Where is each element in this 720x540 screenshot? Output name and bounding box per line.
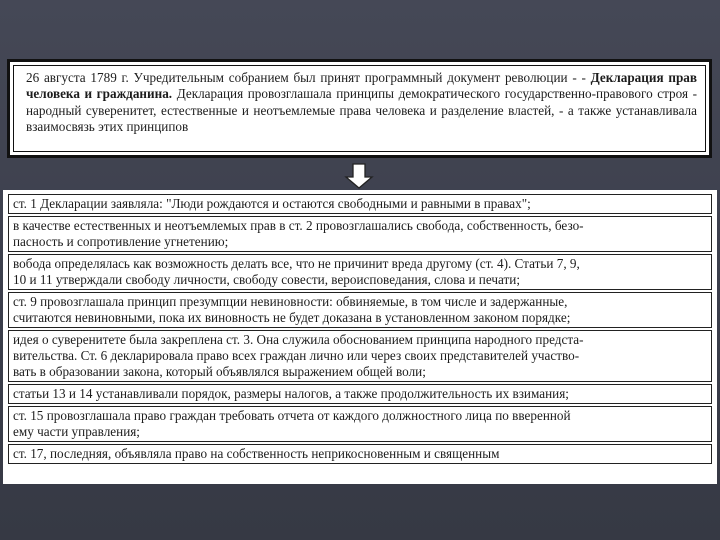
article-line: 10 и 11 утверждали свободу личности, свободу совести, вероисповедания, слова и печати;: [13, 272, 521, 287]
article-line: пасность и сопротивление угнетению;: [13, 234, 229, 249]
articles-box: [3, 190, 717, 484]
article-line: ст. 15 провозглашала право граждан требовать отчета от каждого должностного лица по вверенной: [13, 408, 571, 423]
article-line: вительства. Ст. 6 декларировала право всех граждан лично или через своих представителей участво-: [13, 348, 580, 363]
article-row-4: [8, 292, 712, 328]
down-arrow-icon: [344, 163, 374, 189]
article-line: ему части управления;: [13, 424, 140, 439]
article-row-2: [8, 216, 712, 252]
summary-text: [26, 70, 697, 136]
summary-box: [7, 59, 712, 158]
article-row-1: [8, 194, 712, 214]
article-line: считаются невиновными, пока их виновность не будет доказана в установленном законом порядке;: [13, 310, 571, 325]
article-line: статьи 13 и 14 устанавливали порядок, размеры налогов, а также продолжительность их взимания;: [13, 386, 569, 401]
article-row-5: [8, 330, 712, 382]
article-line: вать в образовании закона, который объявлялся выражением общей воли;: [13, 364, 426, 379]
article-line: вобода определялась как возможность делать все, что не причинит вреда другому (ст. 4). Статьи 7, 9,: [13, 256, 580, 271]
article-line: ст. 1 Декларации заявляла: "Люди рождаются и остаются свободными и равными в правах";: [13, 196, 531, 211]
summary-body: Декларация провозглашала принципы демократического государственно-правового строя - народный суверенитет, естественные и неотъемлемые права человека и разделение властей, - а также устанавливала взаимосвязь этих принципов: [26, 86, 697, 135]
article-row-6: [8, 384, 712, 404]
article-row-7: [8, 406, 712, 442]
article-line: в качестве естественных и неотъемлемых прав в ст. 2 провозглашались свобода, собственность, безо-: [13, 218, 584, 233]
summary-intro: 26 августа 1789 г. Учредительным собранием был принят программный документ революции - -: [26, 70, 586, 85]
article-row-8: [8, 444, 712, 464]
article-line: идея о суверенитете была закреплена ст. 3. Она служила обоснованием принципа народного предста-: [13, 332, 584, 347]
article-row-3: [8, 254, 712, 290]
article-line: ст. 17, последняя, объявляла право на собственность неприкосновенным и священным: [13, 446, 500, 461]
declaration-title: Декларация прав человека и гражданина.: [26, 70, 698, 102]
article-line: ст. 9 провозглашала принцип презумпции невиновности: обвиняемые, в том числе и задержанные,: [13, 294, 568, 309]
